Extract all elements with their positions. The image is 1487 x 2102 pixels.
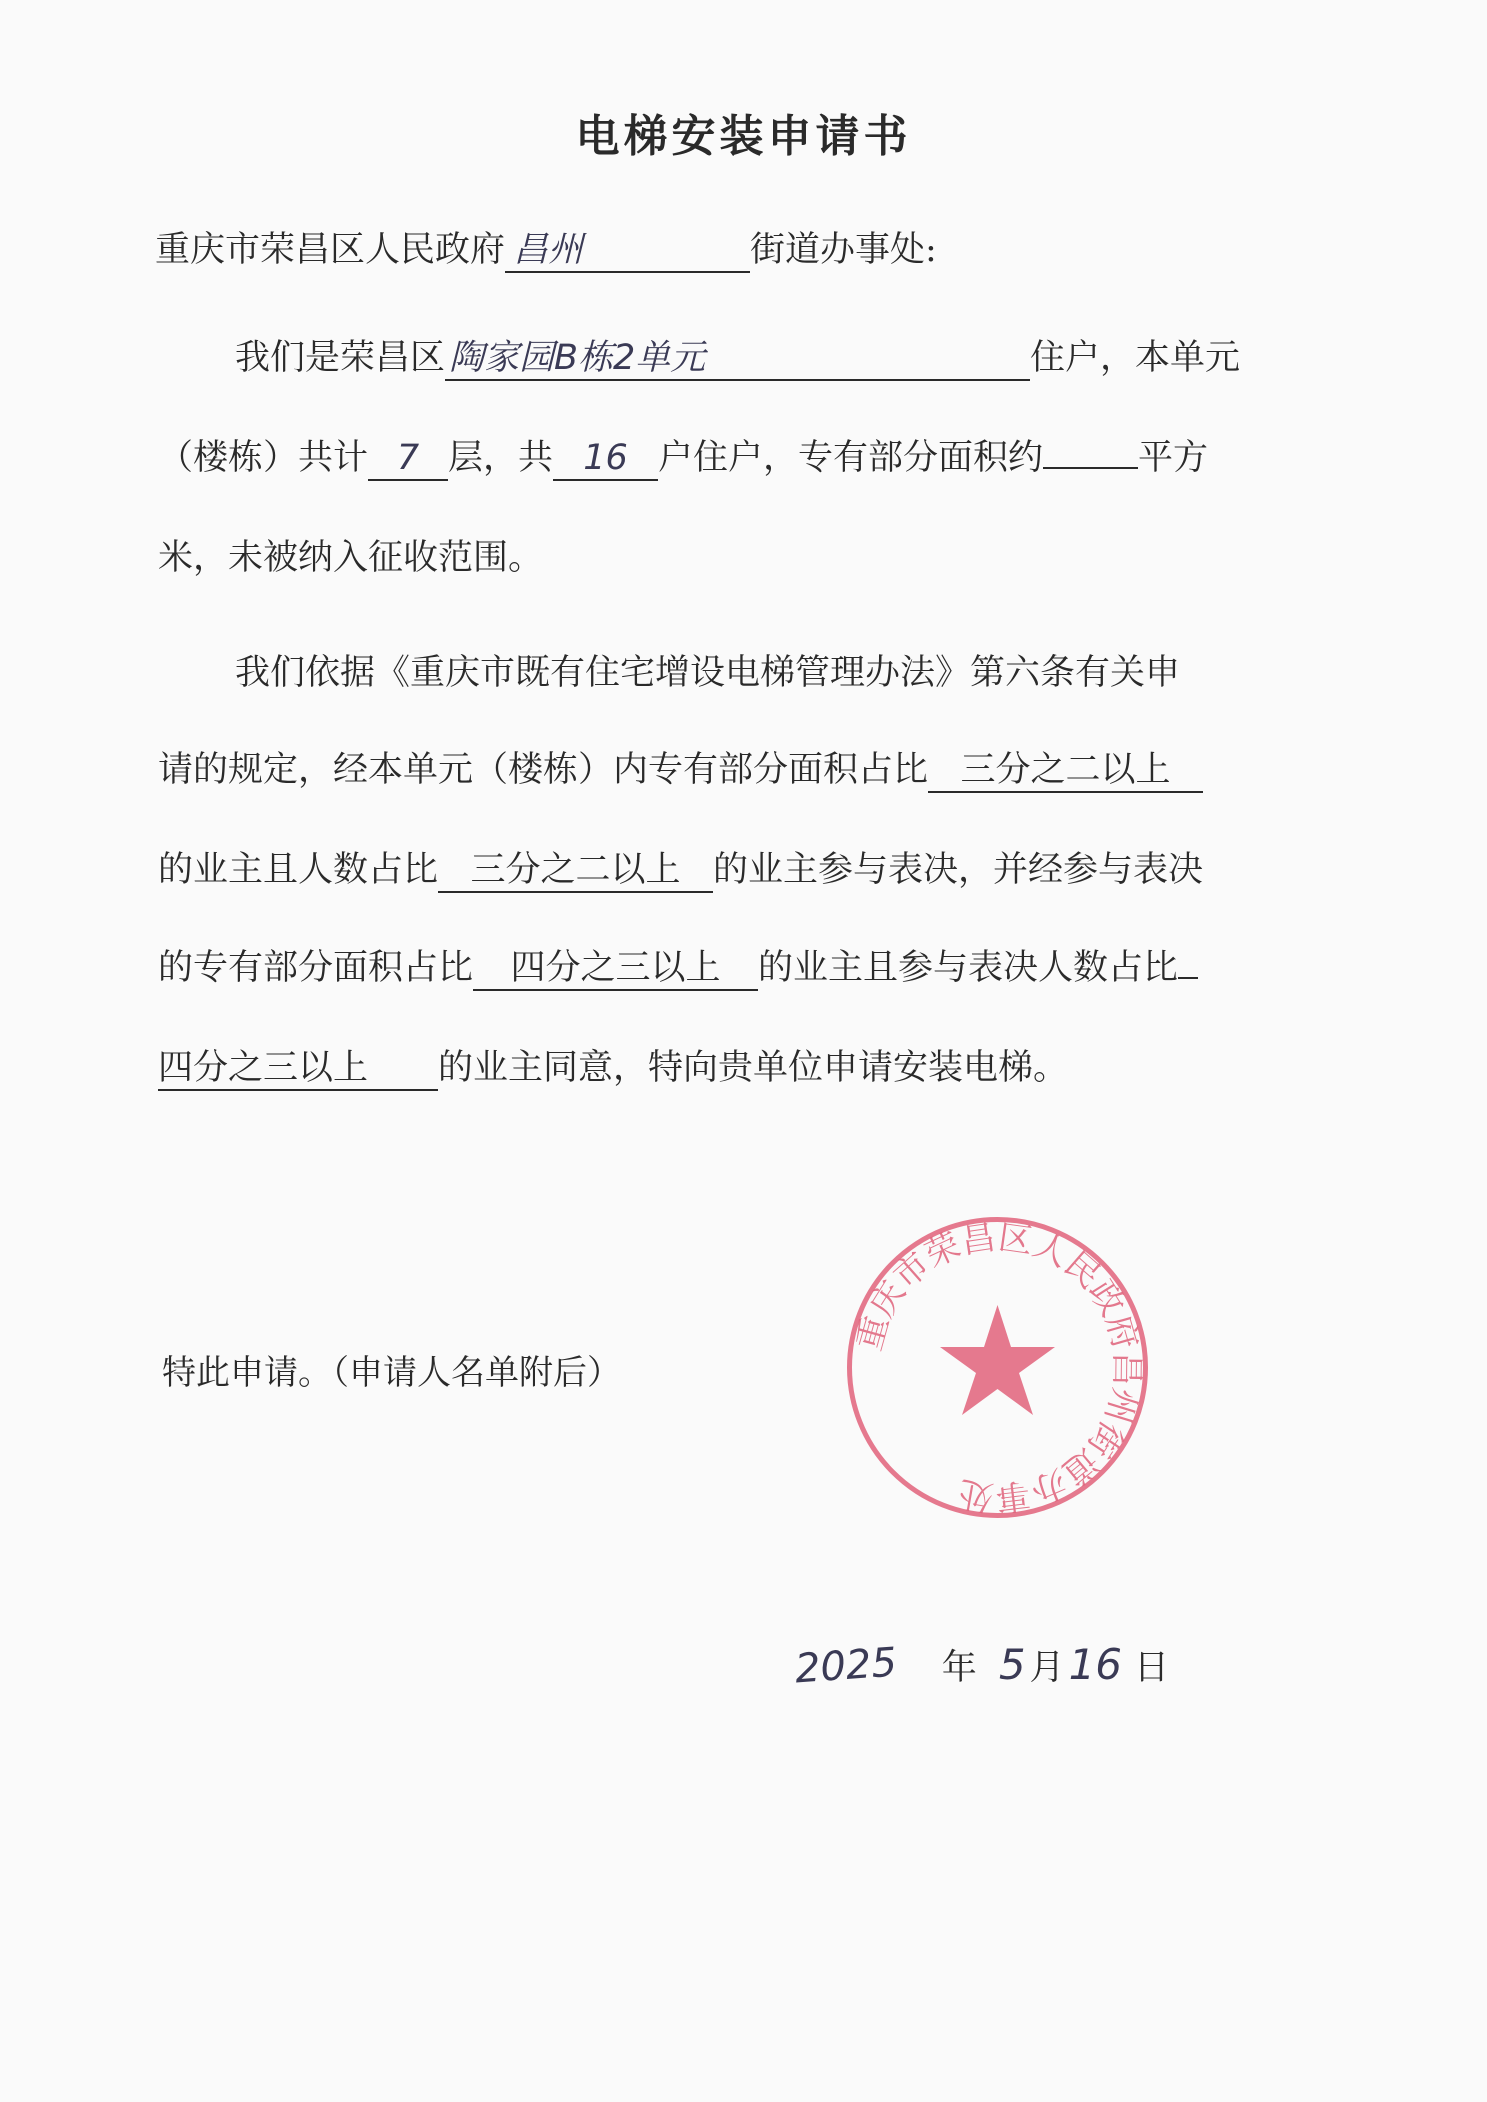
para2-line4-suffix: 的业主且参与表决人数占比: [758, 948, 1179, 988]
date-day-label: 日: [1134, 1648, 1170, 1688]
area-suffix: 平方: [1138, 438, 1209, 478]
official-seal: [845, 1215, 1150, 1520]
vote-area-ratio-value: 四分之三以上: [473, 947, 758, 991]
addressee-suffix: 街道办事处:: [750, 230, 937, 270]
para1-lead: 我们是荣昌区: [235, 338, 446, 378]
date-year-handwritten: 2025: [793, 1639, 899, 1693]
floors-count-handwritten: 7: [368, 437, 448, 481]
para1-line1: [235, 330, 1240, 381]
para2-line4-prefix: 的专有部分面积占比: [158, 948, 474, 988]
para2-line2-prefix: 请的规定，经本单元（楼栋）内专有部分面积占比: [158, 750, 929, 790]
date-month-handwritten: 5: [998, 1640, 1026, 1689]
closing-statement: 特此申请。（申请人名单附后）: [162, 1353, 621, 1393]
para1-line3: 米，未被纳入征收范围。: [158, 538, 544, 578]
para2-line5-suffix: 的业主同意，特向贵单位申请安装电梯。: [438, 1048, 1069, 1088]
area-blank: [1043, 467, 1138, 469]
households-suffix: 户住户，专有部分面积约: [658, 438, 1044, 478]
floors-prefix: （楼栋）共计: [158, 438, 369, 478]
addressee-prefix: 重庆市荣昌区人民政府: [155, 230, 506, 270]
area-ratio-value: 三分之二以上: [928, 749, 1203, 793]
date-day-handwritten: 16: [1068, 1640, 1123, 1689]
vote-people-ratio-value: 四分之三以上: [158, 1047, 438, 1091]
para2-line4: [158, 940, 1198, 991]
para2-line1: 我们依据《重庆市既有住宅增设电梯管理办法》第六条有关申: [235, 653, 1181, 693]
date-year-label: 年: [941, 1648, 977, 1688]
vote-people-ratio-blank-start: [1178, 977, 1198, 979]
unit-name-handwritten: 陶家园B栋2单元: [445, 337, 1030, 381]
floors-suffix: 层，共: [448, 438, 554, 478]
street-name-handwritten: 昌州: [505, 229, 750, 273]
people-ratio-value: 三分之二以上: [438, 849, 713, 893]
para2-line3-suffix: 的业主参与表决，并经参与表决: [713, 850, 1204, 890]
para1-line2: [158, 430, 1208, 481]
para2-line5: [158, 1040, 1068, 1091]
signing-date: [793, 1639, 1170, 1693]
addressee-line: [155, 222, 937, 273]
seal-star-icon: [940, 1305, 1055, 1415]
para2-line2: [158, 742, 1203, 793]
para2-line3: [158, 842, 1203, 893]
para2-line3-prefix: 的业主且人数占比: [158, 850, 439, 890]
date-month-label: 月: [1029, 1648, 1065, 1688]
document-title: 电梯安装申请书: [575, 111, 912, 162]
households-count-handwritten: 16: [553, 437, 658, 481]
seal-ring-text: 重庆市荣昌区人民政府昌州街道办事处: [849, 1217, 1147, 1518]
para1-after-unit: 住户，本单元: [1030, 338, 1241, 378]
